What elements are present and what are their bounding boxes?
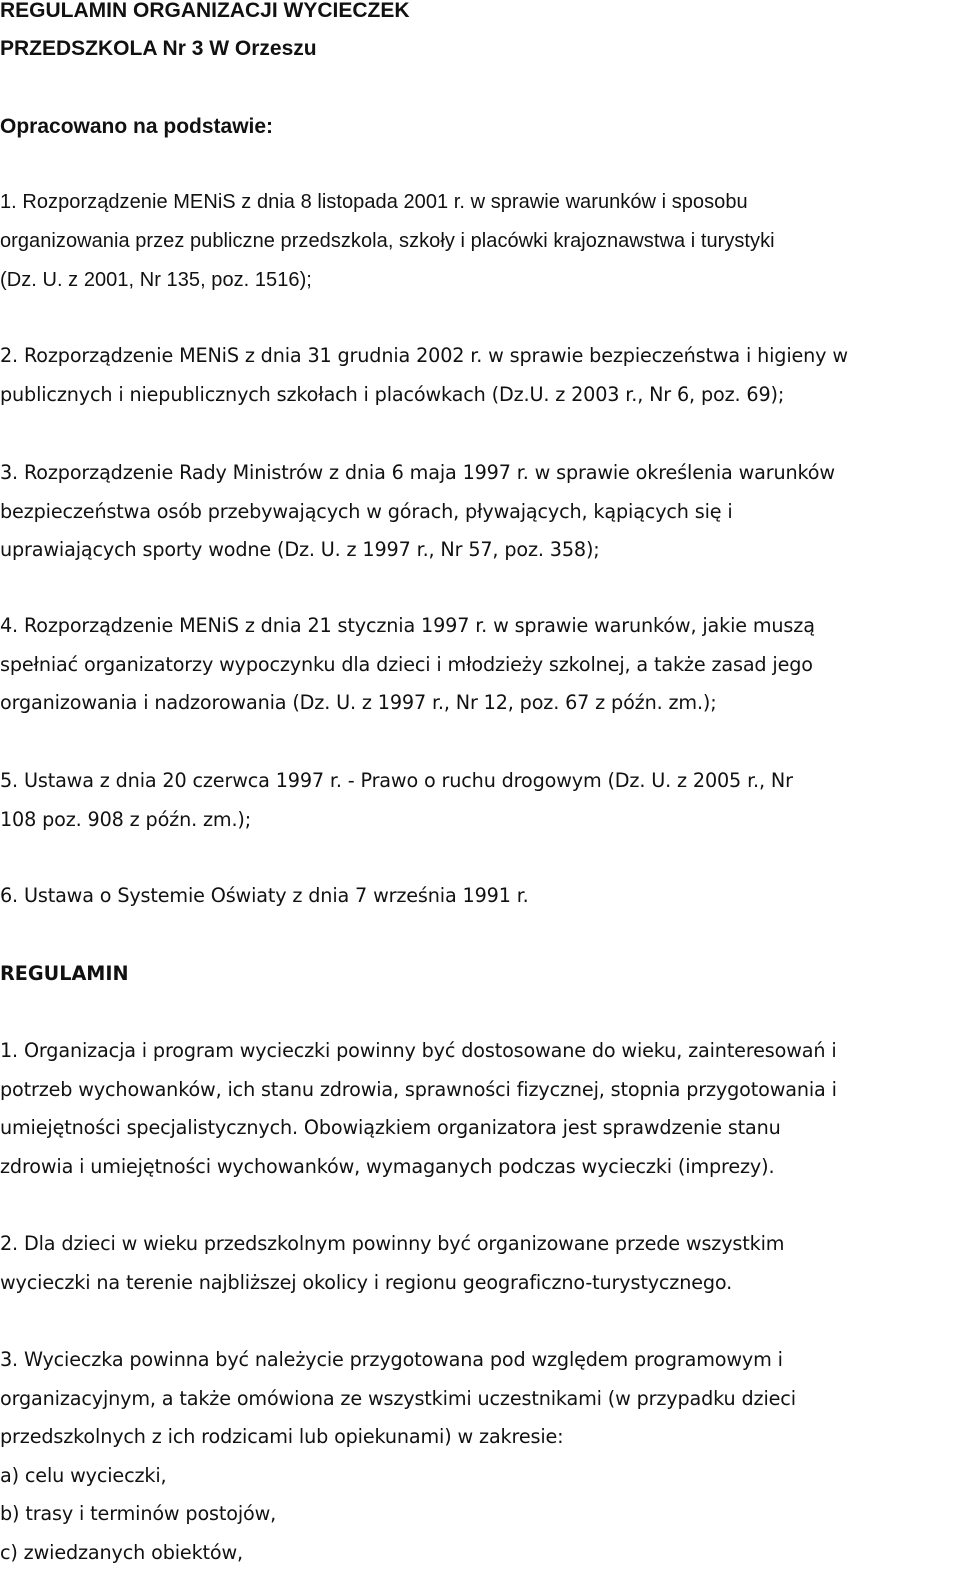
legal-basis-item-4 [0,607,955,723]
regulation-item-2 [0,1225,955,1302]
legal-basis-item-6-line-1: 6. Ustawa o Systemie Oświaty z dnia 7 września 1991 r. [0,877,955,916]
regulation-item-1-line-1: 1. Organizacja i program wycieczki powinny być dostosowane do wieku, zainteresowań i [0,1032,955,1071]
regulation-item-3-line-5: b) trasy i terminów postojów, [0,1495,955,1534]
document-title-line-2: PRZEDSZKOLA Nr 3 W Orzeszu [0,37,317,61]
legal-basis-item-5 [0,762,955,839]
legal-basis-item-2-line-2: publicznych i niepublicznych szkołach i placówkach (Dz.U. z 2003 r., Nr 6, poz. 69); [0,376,955,415]
legal-basis-item-4-line-3: organizowania i nadzorowania (Dz. U. z 1997 r., Nr 12, poz. 67 z późn. zm.); [0,684,955,723]
legal-basis-item-1-line-3: (Dz. U. z 2001, Nr 135, poz. 1516); [0,261,945,300]
regulation-item-3 [0,1341,955,1572]
regulation-item-3-line-6: c) zwiedzanych obiektów, [0,1534,955,1572]
legal-basis-item-3-line-2: bezpieczeństwa osób przebywających w górach, pływających, kąpiących się i [0,493,955,532]
legal-basis-item-1-line-2: organizowania przez publiczne przedszkola, szkoły i placówki krajoznawstwa i turystyki [0,222,945,261]
regulation-item-1-line-3: umiejętności specjalistycznych. Obowiązkiem organizatora jest sprawdzenie stanu [0,1109,955,1148]
legal-basis-item-2-line-1: 2. Rozporządzenie MENiS z dnia 31 grudnia 2002 r. w sprawie bezpieczeństwa i higieny w [0,337,955,376]
legal-basis-item-4-line-1: 4. Rozporządzenie MENiS z dnia 21 stycznia 1997 r. w sprawie warunków, jakie muszą [0,607,955,646]
legal-basis-item-3-line-1: 3. Rozporządzenie Rady Ministrów z dnia 6 maja 1997 r. w sprawie określenia warunków [0,454,955,493]
legal-basis-item-1-line-1: 1. Rozporządzenie MENiS z dnia 8 listopada 2001 r. w sprawie warunków i sposobu [0,183,945,222]
legal-basis-item-6 [0,877,955,916]
legal-basis-item-5-line-1: 5. Ustawa z dnia 20 czerwca 1997 r. - Prawo o ruchu drogowym (Dz. U. z 2005 r., Nr [0,762,955,801]
legal-basis-heading: Opracowano na podstawie: [0,115,273,139]
document-title-line-1: REGULAMIN ORGANIZACJI WYCIECZEK [0,0,410,23]
legal-basis-item-2 [0,337,955,414]
regulation-item-3-line-1: 3. Wycieczka powinna być należycie przygotowana pod względem programowym i [0,1341,955,1380]
regulation-item-1-line-4: zdrowia i umiejętności wychowanków, wymaganych podczas wycieczki (imprezy). [0,1148,955,1187]
legal-basis-item-3-line-3: uprawiających sporty wodne (Dz. U. z 1997 r., Nr 57, poz. 358); [0,531,955,570]
regulation-item-2-line-1: 2. Dla dzieci w wieku przedszkolnym powinny być organizowane przede wszystkim [0,1225,955,1264]
regulation-item-3-line-3: przedszkolnych z ich rodzicami lub opiekunami) w zakresie: [0,1418,955,1457]
regulation-item-3-line-2: organizacyjnym, a także omówiona ze wszystkimi uczestnikami (w przypadku dzieci [0,1380,955,1419]
regulation-item-2-line-2: wycieczki na terenie najbliższej okolicy i regionu geograficzno-turystycznego. [0,1264,955,1303]
legal-basis-item-5-line-2: 108 poz. 908 z późn. zm.); [0,801,955,840]
legal-basis-item-3 [0,454,955,570]
regulation-item-3-line-4: a) celu wycieczki, [0,1457,955,1496]
regulation-item-1-line-2: potrzeb wychowanków, ich stanu zdrowia, sprawności fizycznej, stopnia przygotowania i [0,1071,955,1110]
legal-basis-item-1 [0,183,945,300]
regulations-heading: REGULAMIN [0,962,129,986]
regulation-item-1 [0,1032,955,1186]
legal-basis-item-4-line-2: spełniać organizatorzy wypoczynku dla dzieci i młodzieży szkolnej, a także zasad jego [0,646,955,685]
